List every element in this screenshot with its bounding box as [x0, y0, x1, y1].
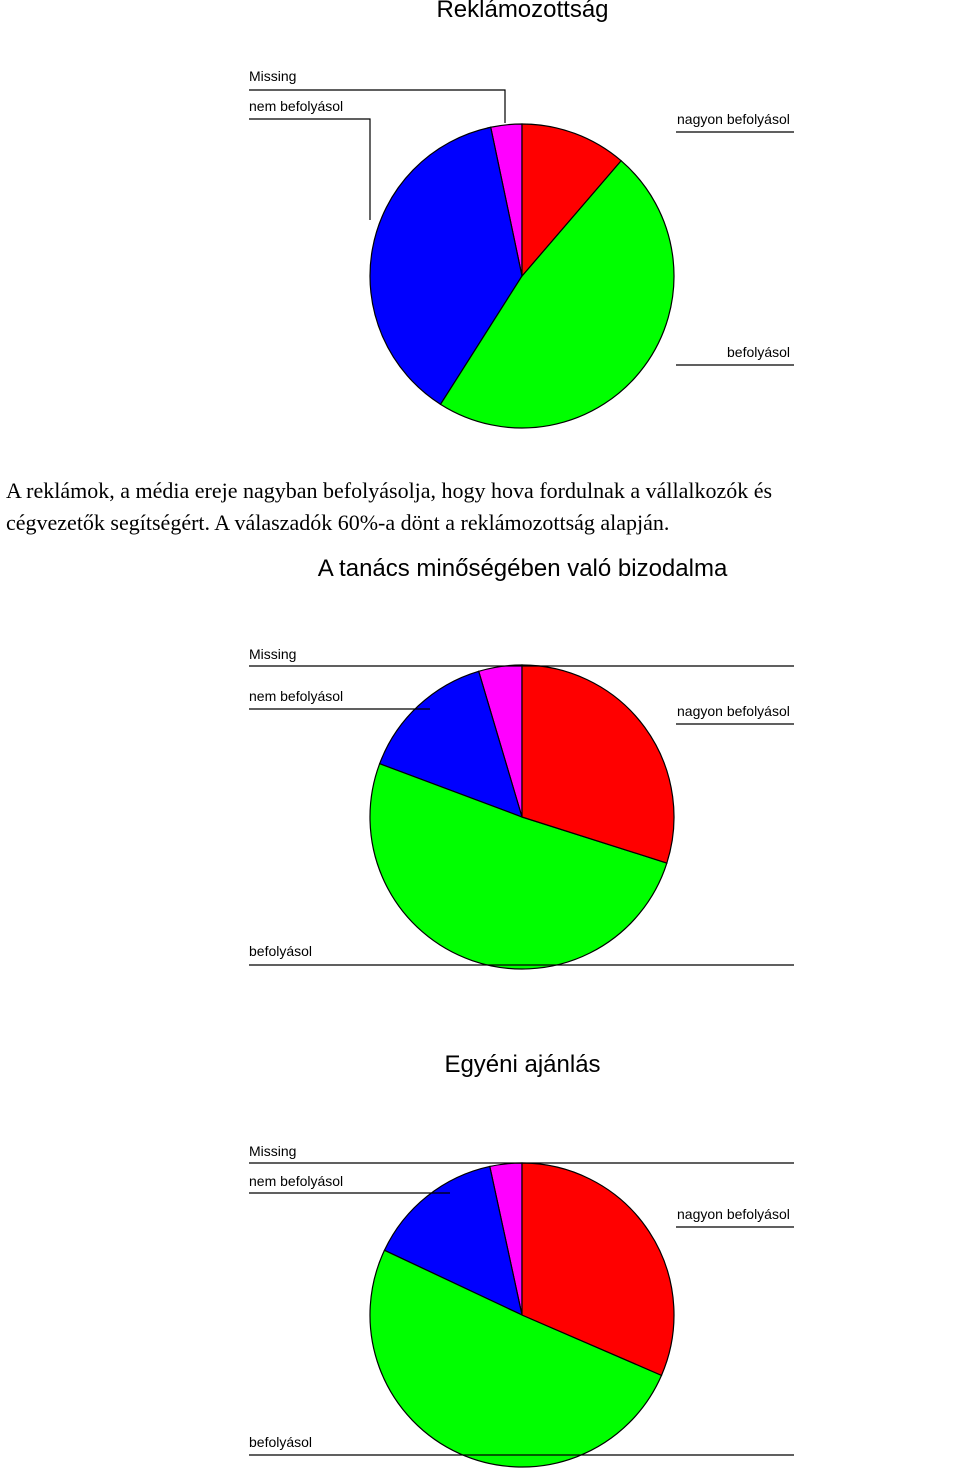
chart1-label-nem: nem befolyásol — [249, 98, 344, 114]
chart1-title: Reklámozottság — [436, 0, 609, 23]
chart3-title: Egyéni ajánlás — [444, 1051, 601, 1078]
chart2-label-nem: nem befolyásol — [249, 688, 344, 704]
chart3-label-nagyon: nagyon befolyásol — [677, 1206, 790, 1222]
chart2-label-nagyon: nagyon befolyásol — [677, 703, 790, 719]
chart1-label-befolyasol: befolyásol — [727, 344, 791, 360]
chart2-title: A tanács minőségében való bizodalma — [317, 555, 728, 582]
chart1-label-missing: Missing — [249, 68, 297, 84]
chart3-label-befolyasol: befolyásol — [249, 1434, 313, 1450]
paragraph-line2: cégvezetők segítségért. A válaszadók 60%-a dönt a reklámozottság alapján. — [6, 510, 670, 535]
chart1-label-nagyon: nagyon befolyásol — [677, 111, 790, 127]
chart3-label-missing: Missing — [249, 1143, 297, 1159]
paragraph-line1: A reklámok, a média ereje nagyban befolyásolja, hogy hova fordulnak a vállalkozók és — [6, 478, 773, 503]
chart2-label-missing: Missing — [249, 646, 297, 662]
chart2-label-befolyasol: befolyásol — [249, 943, 313, 959]
chart3-label-nem: nem befolyásol — [249, 1173, 344, 1189]
